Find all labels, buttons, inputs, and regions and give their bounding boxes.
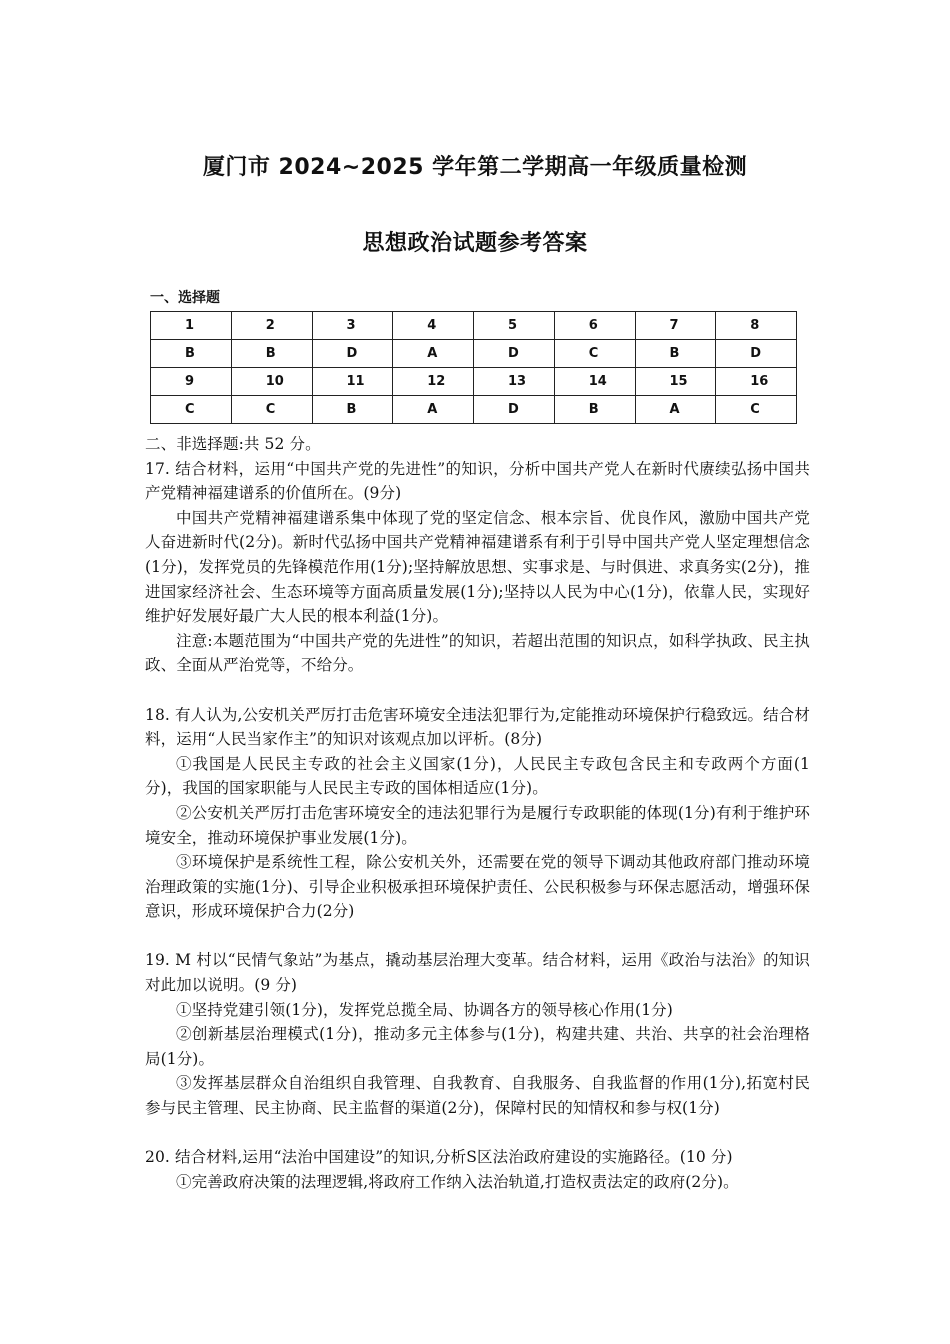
- answer-letter-cell: B: [554, 396, 635, 424]
- answer-letter-cell: A: [393, 396, 474, 424]
- answer-letter-cell: B: [231, 340, 312, 368]
- document-subtitle: 思想政治试题参考答案: [362, 231, 588, 256]
- question-number-cell: 15: [635, 368, 716, 396]
- question-number-cell: 6: [554, 312, 635, 340]
- answer-letter-cell: C: [231, 396, 312, 424]
- answer-content: [145, 432, 810, 1194]
- q18-question: 18. 有人认为,公安机关严厉打击危害环境安全违法犯罪行为,定能推动环境保护行稳致远。结合材料，运用“人民当家作主”的知识对该观点加以评析。(8分): [145, 705, 810, 749]
- q20-point-1: ①完善政府决策的法理逻辑,将政府工作纳入法治轨道,打造权责法定的政府(2分)。: [176, 1172, 739, 1191]
- question-number-cell: 3: [312, 312, 393, 340]
- q19-point-1: ①坚持党建引领(1分)，发挥党总揽全局、协调各方的领导核心作用(1分): [176, 1000, 673, 1019]
- section-heading-choice: 一、选择题: [150, 290, 220, 306]
- answer-letter-cell: C: [151, 396, 232, 424]
- section-heading-nonchoice: 二、非选择题:共 52 分。: [145, 435, 321, 453]
- question-number-cell: 12: [393, 368, 474, 396]
- question-number-cell: 5: [474, 312, 555, 340]
- question-number-cell: 4: [393, 312, 474, 340]
- question-number-cell: 1: [151, 312, 232, 340]
- answer-letter-cell: B: [312, 396, 393, 424]
- question-number-cell: 10: [231, 368, 312, 396]
- q18-point-3: ③环境保护是系统性工程，除公安机关外，还需要在党的领导下调动其他政府部门推动环境治理政策的实施(1分)、引导企业积极承担环境保护责任、公民积极参与环保志愿活动，增强环保意识，形成环境保护合力(2分): [145, 853, 810, 921]
- question-number-cell: 9: [151, 368, 232, 396]
- answer-letter-cell: C: [554, 340, 635, 368]
- table-row: [151, 312, 797, 340]
- q19-question: 19. M 村以“民情气象站”为基点，撬动基层治理大变革。结合材料，运用《政治与法治》的知识对此加以说明。(9 分): [145, 951, 810, 995]
- q20-question: 20. 结合材料,运用“法治中国建设”的知识,分析S区法治政府建设的实施路径。(10 分): [145, 1148, 733, 1167]
- document-title: 厦门市 2024~2025 学年第二学期高一年级质量检测: [202, 155, 748, 180]
- q19-point-3: ③发挥基层群众自治组织自我管理、自我教育、自我服务、自我监督的作用(1分),拓宽村民参与民主管理、民主协商、民主监督的渠道(2分)，保障村民的知情权和参与权(1分): [145, 1074, 810, 1118]
- answer-letter-cell: D: [474, 340, 555, 368]
- q18-point-2: ②公安机关严厉打击危害环境安全的违法犯罪行为是履行专政职能的体现(1分)有利于维护环境安全，推动环境保护事业发展(1分)。: [145, 803, 810, 847]
- question-number-cell: 2: [231, 312, 312, 340]
- question-number-cell: 13: [474, 368, 555, 396]
- q18-point-1: ①我国是人民民主专政的社会主义国家(1分)，人民民主专政包含民主和专政两个方面(1分)，我国的国家职能与人民民主专政的国体相适应(1分)。: [145, 754, 810, 798]
- question-number-cell: 16: [716, 368, 797, 396]
- question-number-cell: 7: [635, 312, 716, 340]
- table-row: [151, 340, 797, 368]
- answer-letter-cell: D: [474, 396, 555, 424]
- answer-letter-cell: B: [151, 340, 232, 368]
- answer-letter-cell: B: [635, 340, 716, 368]
- answer-letter-cell: D: [716, 340, 797, 368]
- answer-letter-cell: C: [716, 396, 797, 424]
- answer-letter-cell: D: [312, 340, 393, 368]
- q17-answer: 中国共产党精神福建谱系集中体现了党的坚定信念、根本宗旨、优良作风，激励中国共产党人奋进新时代(2分)。新时代弘扬中国共产党精神福建谱系有利于引导中国共产党人坚定理想信念(1分)，发挥党员的先锋模范作用(1分);坚持解放思想、实事求是、与时俱进、求真务实(2分)，推进国家经济社会、生态环境等方面高质量发展(1分);坚持以人民为中心(1分)，依靠人民，实现好维护好发展好最广大人民的根本利益(1分)。: [145, 508, 810, 626]
- table-row: [151, 396, 797, 424]
- question-number-cell: 14: [554, 368, 635, 396]
- answer-letter-cell: A: [635, 396, 716, 424]
- answer-table: [150, 311, 797, 424]
- question-number-cell: 8: [716, 312, 797, 340]
- q19-point-2: ②创新基层治理模式(1分)，推动多元主体参与(1分)，构建共建、共治、共享的社会治理格局(1分)。: [145, 1025, 810, 1068]
- q17-note: 注意:本题范围为“中国共产党的先进性”的知识，若超出范围的知识点，如科学执政、民主执政、全面从严治党等，不给分。: [145, 631, 810, 675]
- q17-question: 17. 结合材料，运用“中国共产党的先进性”的知识，分析中国共产党人在新时代赓续弘扬中国共产党精神福建谱系的价值所在。(9分): [145, 459, 810, 503]
- question-number-cell: 11: [312, 368, 393, 396]
- answer-letter-cell: A: [393, 340, 474, 368]
- table-row: [151, 368, 797, 396]
